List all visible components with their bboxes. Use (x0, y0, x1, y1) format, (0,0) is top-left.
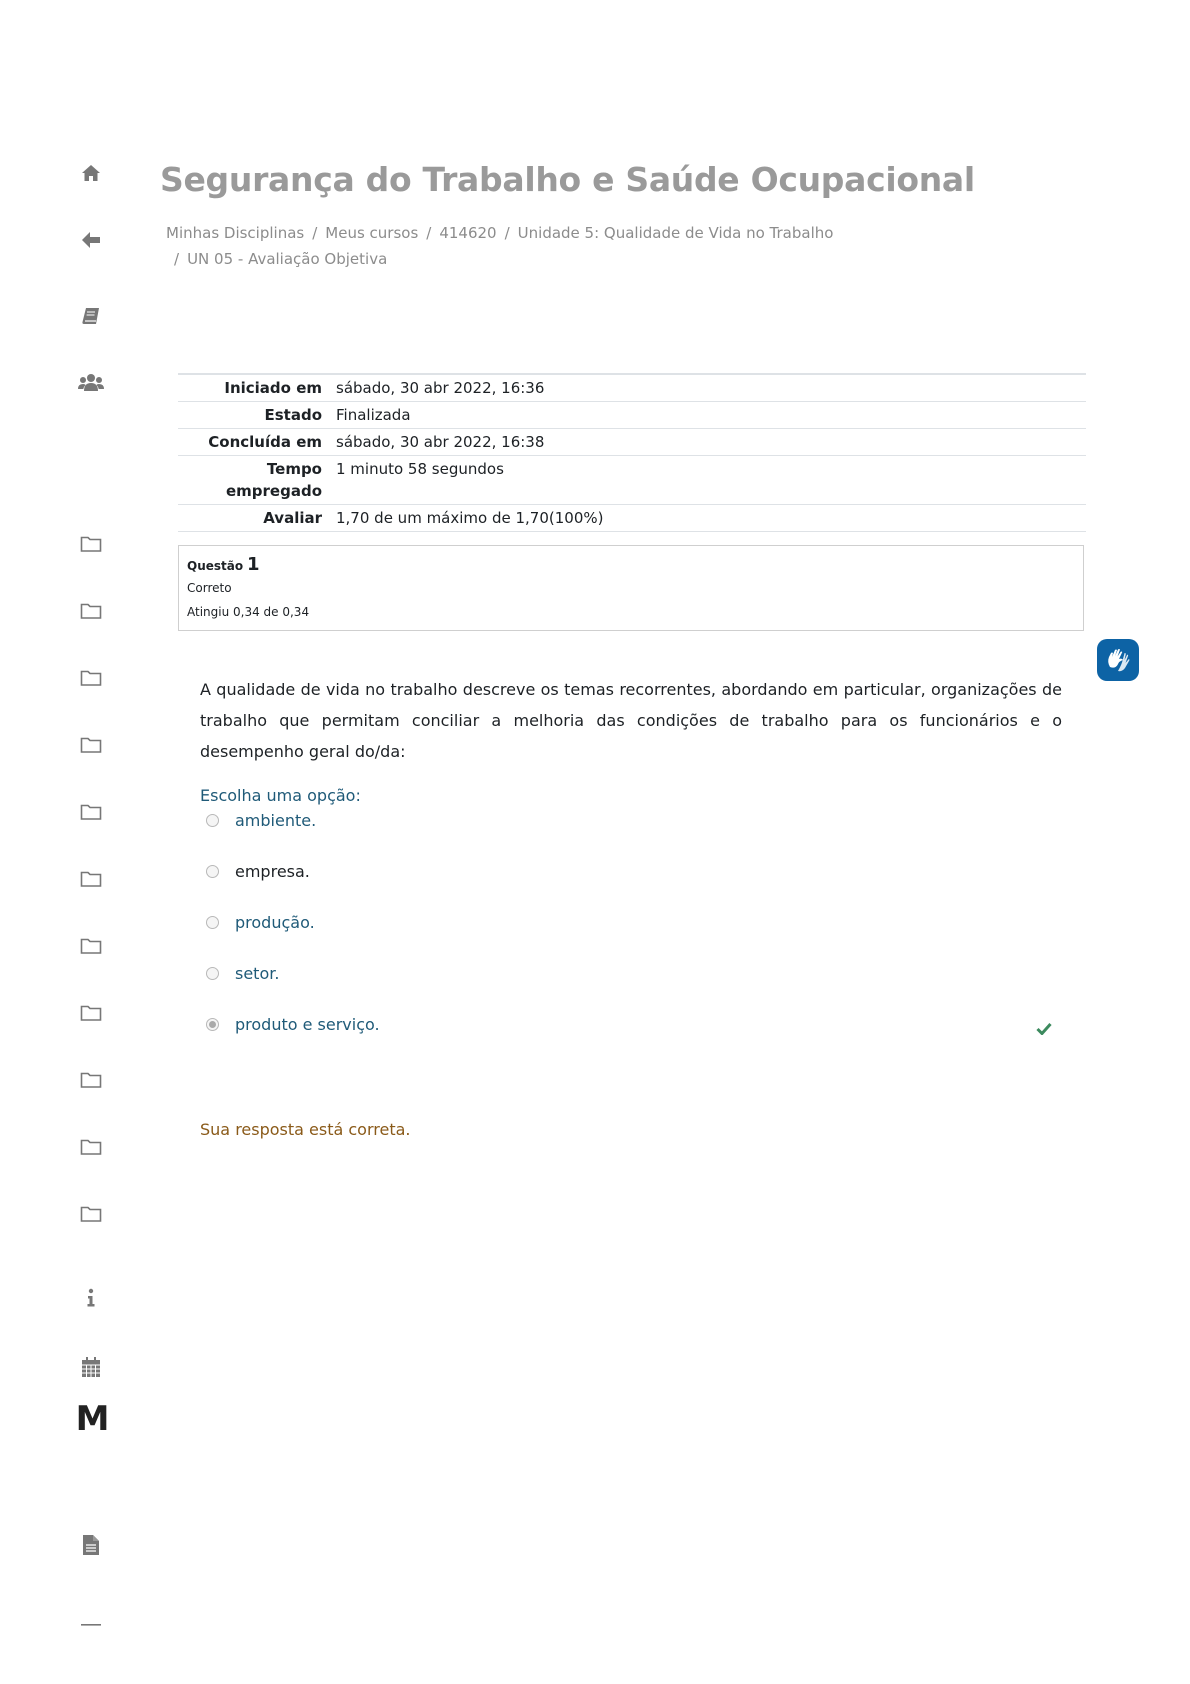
accessibility-hands-button[interactable] (1097, 639, 1139, 681)
folder-icon[interactable] (72, 1061, 110, 1099)
users-icon[interactable] (72, 363, 110, 401)
breadcrumb-item-avaliacao[interactable]: UN 05 - Avaliação Objetiva (187, 250, 388, 268)
summary-value: 1 minuto 58 segundos (336, 460, 504, 478)
folder-icon[interactable] (72, 994, 110, 1032)
summary-value: sábado, 30 abr 2022, 16:36 (336, 379, 545, 397)
summary-label: Tempo empregado (225, 460, 322, 500)
radio-button[interactable] (206, 916, 219, 929)
answer-option-producao[interactable] (206, 910, 315, 934)
summary-value: Finalizada (336, 406, 411, 424)
folder-icon[interactable] (72, 525, 110, 563)
summary-row-started (178, 374, 1086, 402)
radio-button[interactable] (206, 865, 219, 878)
summary-label: Estado (264, 406, 322, 424)
breadcrumb (166, 220, 926, 272)
folder-icon[interactable] (72, 592, 110, 630)
answer-option-label: empresa. (235, 861, 310, 881)
question-number (187, 554, 1075, 575)
answer-option-label: produção. (235, 912, 315, 932)
page-title: Segurança do Trabalho e Saúde Ocupacional (160, 160, 975, 199)
answer-option-label: produto e serviço. (235, 1014, 380, 1034)
summary-value: 1,70 de um máximo de 1,70(100%) (336, 509, 604, 527)
summary-label: Iniciado em (224, 379, 322, 397)
dash-icon[interactable] (72, 1606, 110, 1644)
summary-label: Concluída em (208, 433, 322, 451)
answer-option-ambiente[interactable] (206, 808, 316, 832)
breadcrumb-item-course-id[interactable]: 414620 (439, 224, 497, 242)
question-label: Questão (187, 559, 244, 573)
question-text: A qualidade de vida no trabalho descreve os temas recorrentes, abordando em particular, organizações de trabalho que permitam conciliar a melhoria das condições de trabalho para os funcionários e o desempenho geral do/da: (200, 680, 1062, 761)
summary-row-grade (178, 505, 1086, 532)
question-state: Correto (187, 581, 232, 595)
summary-row-completed (178, 429, 1086, 456)
question-grade: Atingiu 0,34 de 0,34 (187, 605, 310, 619)
summary-label: Avaliar (263, 509, 322, 527)
calendar-icon[interactable] (72, 1348, 110, 1386)
answer-feedback: Sua resposta está correta. (200, 1120, 411, 1139)
folder-icon[interactable] (72, 1128, 110, 1166)
radio-button[interactable] (206, 967, 219, 980)
breadcrumb-separator: / (312, 224, 318, 242)
summary-row-state (178, 402, 1086, 429)
breadcrumb-item-unidade[interactable]: Unidade 5: Qualidade de Vida no Trabalho (517, 224, 834, 242)
folder-icon[interactable] (72, 659, 110, 697)
breadcrumb-separator: / (426, 224, 432, 242)
folder-icon[interactable] (72, 1195, 110, 1233)
radio-button-selected[interactable] (206, 1018, 219, 1031)
home-icon[interactable] (72, 154, 110, 192)
moodle-letter: M (75, 1399, 109, 1439)
sidebar-nav (0, 0, 150, 1684)
answer-option-label: setor. (235, 963, 280, 983)
moodle-logo-icon[interactable] (72, 1400, 112, 1438)
summary-row-time-taken (178, 456, 1086, 505)
answer-option-empresa[interactable] (206, 859, 310, 883)
answer-prompt: Escolha uma opção: (200, 786, 361, 805)
breadcrumb-item-minhas-disciplinas[interactable]: Minhas Disciplinas (166, 224, 305, 242)
breadcrumb-separator: / (174, 250, 180, 268)
breadcrumb-item-meus-cursos[interactable]: Meus cursos (325, 224, 419, 242)
book-icon[interactable] (72, 297, 110, 335)
answer-option-produto-e-servico[interactable] (206, 1012, 380, 1036)
answer-option-label: ambiente. (235, 810, 317, 830)
breadcrumb-separator: / (504, 224, 510, 242)
question-number-value: 1 (246, 554, 260, 575)
question-info-box (178, 545, 1084, 631)
folder-icon[interactable] (72, 726, 110, 764)
folder-icon[interactable] (72, 927, 110, 965)
folder-icon[interactable] (72, 793, 110, 831)
summary-value: sábado, 30 abr 2022, 16:38 (336, 433, 545, 451)
radio-button[interactable] (206, 814, 219, 827)
info-icon[interactable] (72, 1279, 110, 1317)
folder-icon[interactable] (72, 860, 110, 898)
attempt-summary-table (178, 373, 1086, 532)
back-arrow-icon[interactable] (72, 221, 110, 259)
correct-check-icon (1036, 1020, 1052, 1039)
document-icon[interactable] (72, 1526, 110, 1564)
answer-option-setor[interactable] (206, 961, 279, 985)
hands-icon (1104, 647, 1132, 673)
